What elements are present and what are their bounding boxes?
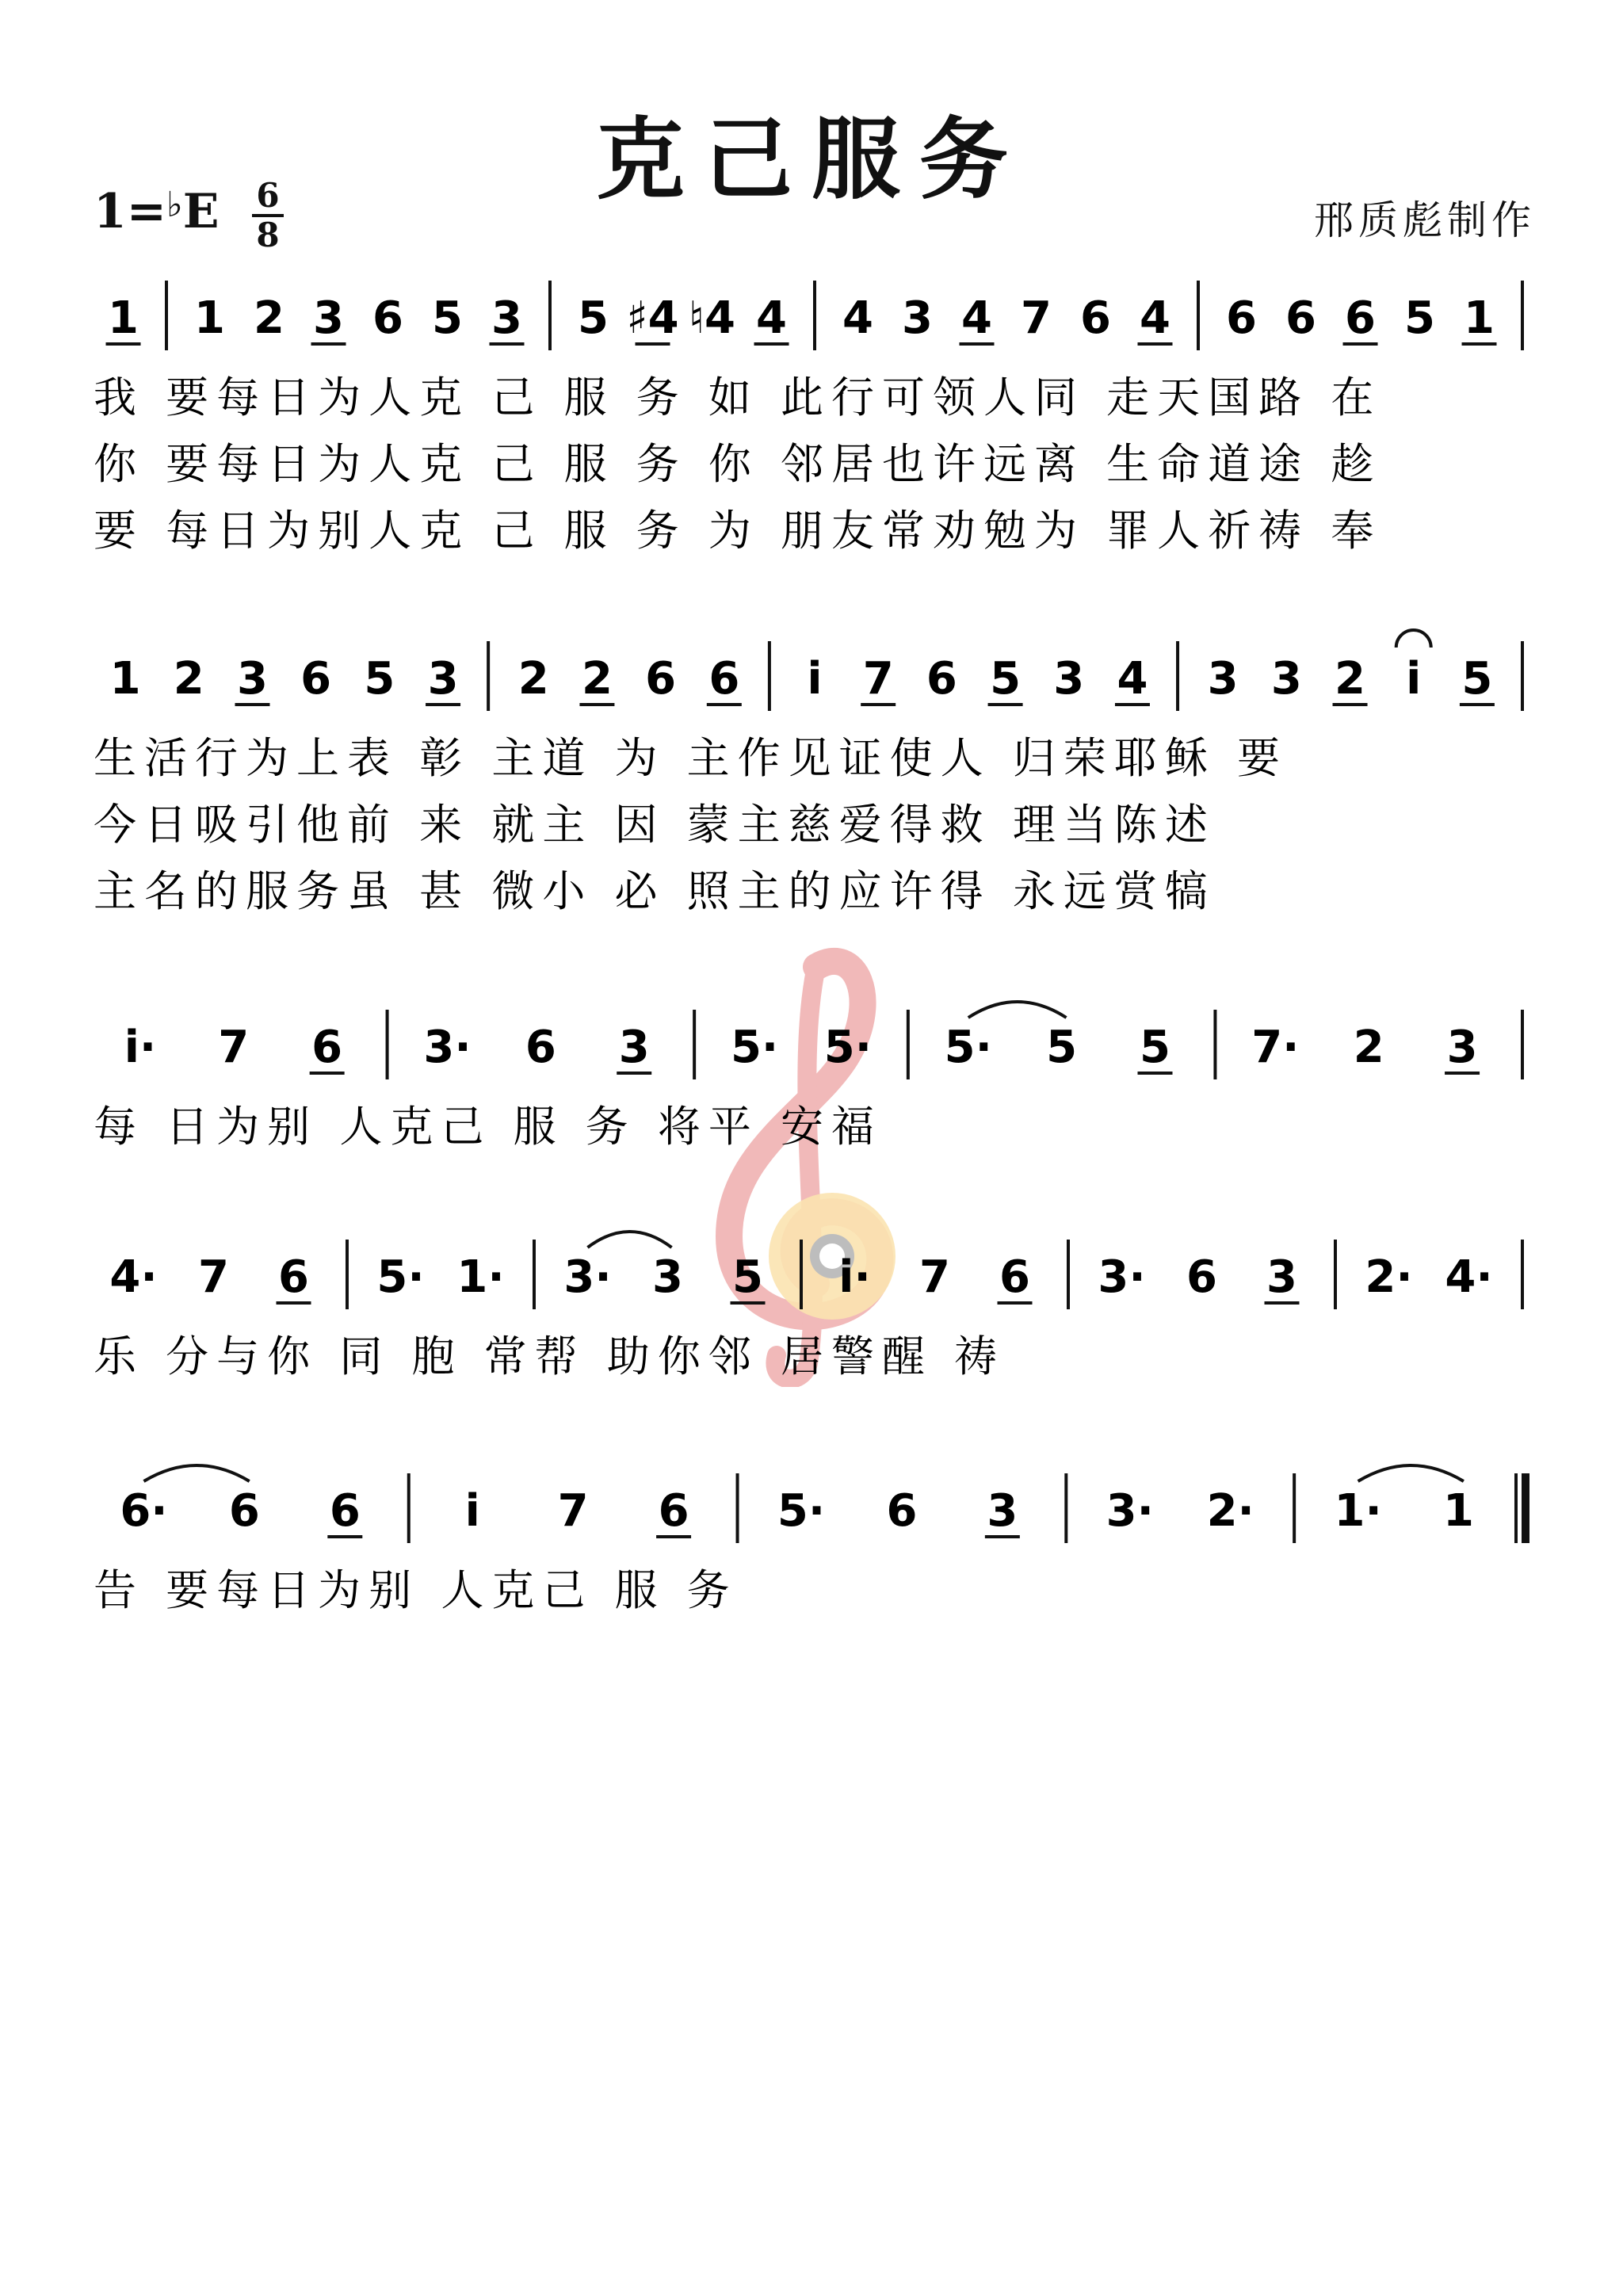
jianpu-note: 3 — [1446, 1022, 1478, 1073]
jianpu-note: 3 — [313, 292, 344, 344]
jianpu-note: 3· — [423, 1022, 472, 1073]
jianpu-note: 5 — [578, 292, 609, 344]
jianpu-note: 6 — [278, 1251, 309, 1303]
jianpu-note: 1· — [456, 1251, 505, 1303]
jianpu-note: 5 — [1461, 653, 1493, 705]
jianpu-note: 4· — [109, 1251, 158, 1303]
jianpu-note: 6 — [645, 653, 677, 705]
jianpu-note: 3 — [427, 653, 459, 705]
jianpu-note: 1 — [109, 653, 141, 705]
jianpu-note: 7 — [919, 1251, 950, 1303]
jianpu-note: 2· — [1206, 1485, 1254, 1537]
jianpu-note: 3 — [1207, 653, 1239, 705]
jianpu-note: 1 — [194, 292, 225, 344]
lyric-line: 每 日为别 人克己 服 务 将平 安福 — [94, 1102, 882, 1152]
jianpu-note: 2 — [517, 653, 549, 705]
jianpu-note: 5 — [432, 292, 463, 344]
jianpu-note: 5· — [376, 1251, 425, 1303]
jianpu-note: 6 — [1080, 292, 1111, 344]
jianpu-note: 6 — [525, 1022, 556, 1073]
key-prefix: 1= — [94, 184, 167, 239]
tie-slur — [1358, 1465, 1464, 1481]
jianpu-note: ♮4 — [689, 292, 735, 344]
lyric-line: 我 要每日为人克 己 服 务 如 此行可领人同 走天国路 在 — [94, 372, 1382, 422]
jianpu-note: 3 — [1266, 1251, 1297, 1303]
jianpu-note: i̇ — [1406, 653, 1422, 705]
jianpu-note: i̇ — [807, 653, 823, 705]
jianpu-note: 4 — [756, 292, 787, 344]
jianpu-note: 4 — [1117, 653, 1148, 705]
jianpu-note: 3 — [987, 1485, 1018, 1537]
jianpu-note: 2 — [1335, 653, 1366, 705]
jianpu-note: 7 — [198, 1251, 229, 1303]
jianpu-note: 2· — [1365, 1251, 1413, 1303]
jianpu-note: 3 — [902, 292, 933, 344]
tie-slur — [968, 1002, 1067, 1018]
jianpu-note: 4 — [961, 292, 992, 344]
lyric-line: 生活行为上表 彰 主道 为 主作见证使人 归荣耶稣 要 — [94, 733, 1288, 783]
time-numerator: 6 — [256, 176, 280, 215]
jianpu-note: 3 — [491, 292, 522, 344]
jianpu-note: 5 — [364, 653, 395, 705]
page-title: 克己服务 — [596, 108, 1027, 212]
jianpu-note: 6 — [300, 653, 332, 705]
jianpu-note: 6 — [926, 653, 957, 705]
jianpu-note: 4 — [1140, 292, 1170, 344]
jianpu-note: 4 — [842, 292, 873, 344]
jianpu-note: 6 — [886, 1485, 918, 1537]
jianpu-note: 2 — [1353, 1022, 1384, 1073]
jianpu-note: 6 — [228, 1485, 260, 1537]
jianpu-note: 5 — [1046, 1022, 1078, 1073]
jianpu-note: 5· — [944, 1022, 992, 1073]
jianpu-note: 7 — [1021, 292, 1052, 344]
lyric-line: 主名的服务虽 甚 微小 必 照主的应许得 永远赏犒 — [94, 866, 1216, 916]
lyric-line: 你 要每日为人克 己 服 务 你 邻居也许远离 生命道途 趁 — [94, 439, 1382, 489]
composer-credit: 邢质彪制作 — [1314, 197, 1536, 243]
jianpu-note: 2 — [173, 653, 204, 705]
jianpu-note: i̇· — [838, 1251, 871, 1303]
time-denominator: 8 — [256, 216, 280, 254]
jianpu-note: 6 — [999, 1251, 1030, 1303]
jianpu-note: 6 — [329, 1485, 361, 1537]
jianpu-note: 5 — [1140, 1022, 1170, 1073]
jianpu-note: 3 — [1270, 653, 1302, 705]
jianpu-note: 6 — [658, 1485, 689, 1537]
jianpu-note: i̇ — [464, 1485, 480, 1537]
jianpu-note: 3· — [1098, 1251, 1146, 1303]
jianpu-note: 5· — [777, 1485, 826, 1537]
jianpu-note: 6 — [372, 292, 403, 344]
tie-slur — [143, 1465, 249, 1481]
jianpu-note: 6· — [120, 1485, 168, 1537]
jianpu-note: 6 — [1345, 292, 1376, 344]
jianpu-note: 3 — [1053, 653, 1085, 705]
jianpu-note: 5 — [990, 653, 1022, 705]
lyric-line: 今日吸引他前 来 就主 因 蒙主慈爱得救 理当陈述 — [94, 800, 1216, 850]
jianpu-note: 6 — [1186, 1251, 1217, 1303]
jianpu-note: 1 — [1443, 1485, 1475, 1537]
lyric-line: 告 要每日为别 人克己 服 务 — [94, 1565, 738, 1615]
lyric-line: 要 每日为别人克 己 服 务 为 朋友常劝勉为 罪人祈祷 奉 — [94, 506, 1382, 556]
lyric-line: 乐 分与你 同 胞 常帮 助你邻 居警醒 祷 — [94, 1331, 1006, 1381]
jianpu-note: 2 — [254, 292, 285, 344]
jianpu-note: 1 — [108, 292, 139, 344]
flat-sign: ♭ — [166, 185, 183, 225]
jianpu-note: ♯4 — [626, 292, 679, 344]
jianpu-note: 3 — [236, 653, 268, 705]
jianpu-note: 3· — [563, 1251, 612, 1303]
jianpu-note: 5 — [1404, 292, 1435, 344]
jianpu-note: 6 — [1226, 292, 1257, 344]
jianpu-note: 1· — [1334, 1485, 1382, 1537]
fermata-mark — [1396, 630, 1431, 648]
jianpu-note: 5 — [732, 1251, 763, 1303]
jianpu-note: 5· — [730, 1022, 779, 1073]
jianpu-note: 6 — [1285, 292, 1316, 344]
jianpu-note: 2 — [581, 653, 613, 705]
jianpu-note: 3· — [1106, 1485, 1154, 1537]
jianpu-note: 4· — [1445, 1251, 1493, 1303]
jianpu-note: 7 — [218, 1022, 250, 1073]
jianpu-note: 7 — [557, 1485, 589, 1537]
jianpu-note: 6 — [708, 653, 740, 705]
jianpu-note: 3 — [652, 1251, 683, 1303]
jianpu-note: 3 — [618, 1022, 650, 1073]
jianpu-note: 1 — [1464, 292, 1495, 344]
jianpu-note: 5· — [823, 1022, 873, 1073]
jianpu-note: 7· — [1251, 1022, 1300, 1073]
key-note: E — [182, 184, 220, 239]
jianpu-note: 7 — [862, 653, 894, 705]
jianpu-note: 6 — [311, 1022, 343, 1073]
tie-slur — [588, 1232, 672, 1247]
jianpu-note: i̇· — [124, 1022, 157, 1073]
